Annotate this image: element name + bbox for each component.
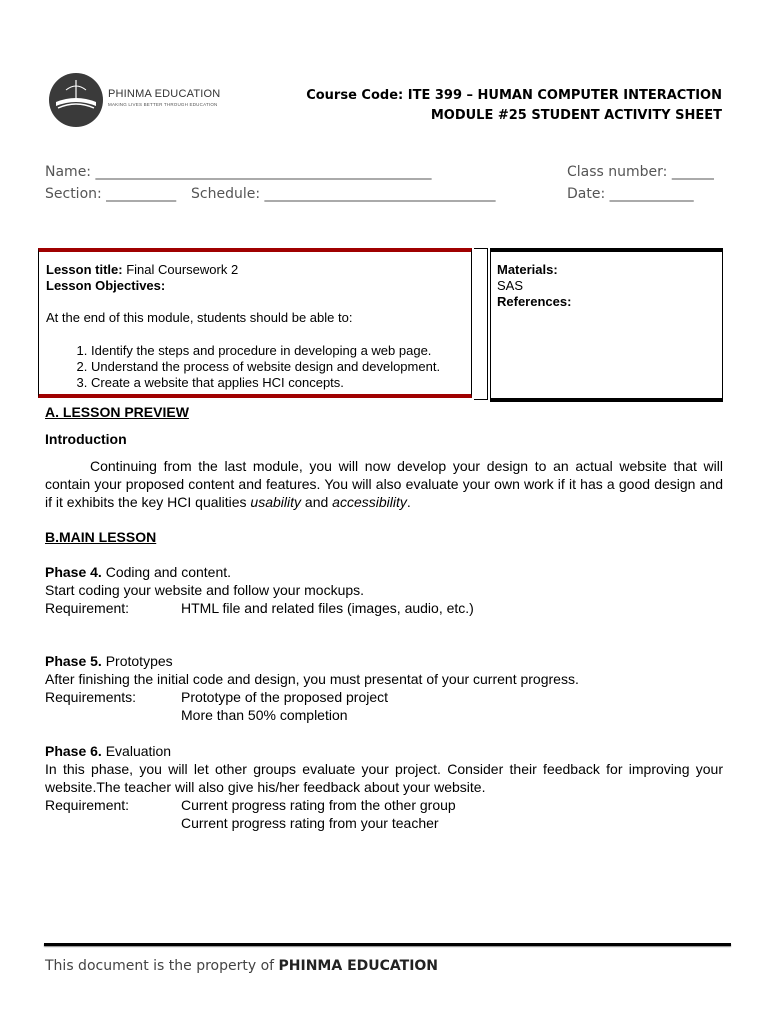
phase5-requirement xyxy=(45,688,723,724)
lesson-title-line xyxy=(46,262,464,278)
intro-and: and xyxy=(301,494,333,510)
logo-text xyxy=(108,88,220,107)
phase4-requirement xyxy=(45,599,723,617)
materials-value: SAS xyxy=(497,278,524,293)
objectives-intro: At the end of this module, students should be able to: xyxy=(46,310,353,325)
phase4-req-value: HTML file and related files (images, audio, etc.) xyxy=(181,600,474,616)
lesson-preview-heading: A. LESSON PREVIEW xyxy=(45,404,189,420)
logo-name: PHINMA EDUCATION xyxy=(108,88,221,100)
phase5-label: Phase 5. xyxy=(45,653,102,669)
phase5-title-text: Prototypes xyxy=(101,653,173,669)
lesson-title-value: Final Coursework 2 xyxy=(122,262,239,277)
references-label: References: xyxy=(497,294,572,309)
phase5-title xyxy=(45,652,723,670)
section-field[interactable]: Section: __________ xyxy=(45,186,177,202)
main-lesson-heading: B.MAIN LESSON xyxy=(45,529,157,545)
phase4-title-text: Coding and content. xyxy=(101,564,232,580)
schedule-field[interactable]: Schedule: _________________________________ xyxy=(191,186,496,202)
intro-text: Continuing from the last module, you will now develop your design to an actual website that will contain your proposed content and features. You will also evaluate your own work if it has a good design and if it exhibits the key HCI qualities xyxy=(45,458,723,510)
class-number-field[interactable]: Class number: ______ xyxy=(567,164,714,180)
phase6-title xyxy=(45,742,723,760)
name-field[interactable]: Name: ________________________________________________ xyxy=(45,164,432,180)
lesson-objectives-label: Lesson Objectives: xyxy=(46,278,166,293)
materials-label: Materials: xyxy=(497,262,558,277)
phase6-req-value: Current progress rating from the other group xyxy=(181,797,456,813)
logo-tagline: MAKING LIVES BETTER THROUGH EDUCATION xyxy=(108,102,218,107)
phase6-title-text: Evaluation xyxy=(101,743,172,759)
phase6-requirement xyxy=(45,796,723,832)
phase6-req-label: Requirement: xyxy=(45,797,130,813)
phase5-req-value: Prototype of the proposed project xyxy=(181,689,389,705)
phase4-title xyxy=(45,563,723,581)
objective-item: 1. Identify the steps and procedure in developing a web page. xyxy=(91,343,464,359)
course-code: Course Code: ITE 399 – HUMAN COMPUTER INTERACTION xyxy=(306,88,722,103)
footer-divider xyxy=(44,943,731,946)
phinma-logo-icon xyxy=(48,72,104,128)
footer-text xyxy=(45,958,438,974)
lesson-title-label: Lesson title: xyxy=(46,262,123,277)
intro-accessibility: accessibility xyxy=(332,494,407,510)
lesson-box xyxy=(38,248,472,398)
objective-item: 3. Create a website that applies HCI concepts. xyxy=(91,375,464,391)
introduction-heading: Introduction xyxy=(45,431,127,447)
box-divider xyxy=(474,248,488,400)
lesson-content xyxy=(45,403,723,832)
intro-end: . xyxy=(406,494,411,510)
intro-usability: usability xyxy=(250,494,302,510)
course-header xyxy=(306,86,722,126)
phase5-text: After finishing the initial code and design, you must presentat of your current progress. xyxy=(45,671,579,687)
phase4-text: Start coding your website and follow your mockups. xyxy=(45,582,365,598)
objectives-list xyxy=(46,343,464,391)
date-field[interactable]: Date: ____________ xyxy=(567,186,694,202)
phase5-req-label: Requirements: xyxy=(45,689,137,705)
materials-box xyxy=(490,248,723,402)
phase4-req-label: Requirement: xyxy=(45,600,130,616)
footer-owner: PHINMA EDUCATION xyxy=(278,958,439,974)
phase4-label: Phase 4. xyxy=(45,564,102,580)
introduction-paragraph xyxy=(45,457,723,511)
phase6-text: In this phase, you will let other groups evaluate your project. Consider their feedback for improving your website.The teacher will also give his/her feedback about your website. xyxy=(45,761,723,795)
phase6-label: Phase 6. xyxy=(45,743,102,759)
objective-item: 2. Understand the process of website design and development. xyxy=(91,359,464,375)
footer-prefix: This document is the property of xyxy=(45,958,279,974)
phase5-req-value: More than 50% completion xyxy=(181,707,348,723)
module-title: MODULE #25 STUDENT ACTIVITY SHEET xyxy=(430,108,722,123)
phase6-req-value: Current progress rating from your teacher xyxy=(181,815,439,831)
